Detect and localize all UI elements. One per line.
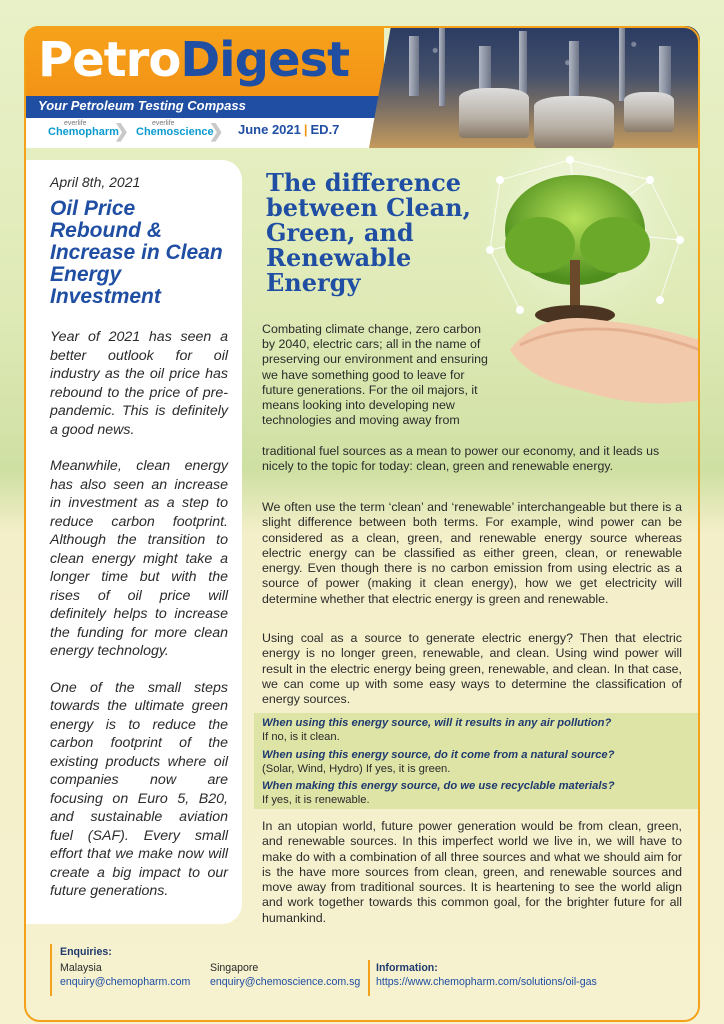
- answer-text: If yes, it is renewable.: [262, 793, 370, 806]
- question-text: When making this energy source, do we use recyclable materials?: [262, 780, 615, 792]
- closing-paragraph: In an utopian world, future power generation would be from clean, green, and renewable sources. In this imperfect world we live in, we will have to make do with a combination of all three sources and what we should aim for is the have more sources from clean, green, and renewable sources and move away from traditional sources. It is heartening to see the world align and work together towards this common goal, for the brighter future for all humankind.: [262, 819, 682, 925]
- sidebar-paragraph: Year of 2021 has seen a better outlook for oil industry as the oil price has rebound to the price of pre-pandemic. This is definitely a good news.: [50, 329, 228, 438]
- chevron-icon: ❯: [208, 121, 224, 141]
- answer-text: (Solar, Wind, Hydro) If yes, it is green.: [262, 762, 451, 775]
- brand-part-petro: Petro: [38, 32, 181, 88]
- intro-paragraph-continued: traditional fuel sources as a mean to power our economy, and it leads us nicely to the topic for today: clean, green and renewable energy.: [262, 444, 660, 474]
- singapore-email-link[interactable]: enquiry@chemoscience.com.sg: [210, 976, 361, 988]
- brand-part-digest: Digest: [180, 32, 350, 88]
- singapore-label: Singapore: [210, 962, 259, 974]
- chevron-icon: ❯: [113, 121, 129, 141]
- page-border: [24, 26, 700, 1022]
- answer-text: If no, is it clean.: [262, 730, 340, 743]
- enquiries-label: Enquiries:: [60, 946, 112, 958]
- question-text: When using this energy source, do it come from a natural source?: [262, 749, 615, 761]
- information-link[interactable]: https://www.chemopharm.com/solutions/oil-gas: [376, 976, 597, 988]
- chemoscience-logo: everlife Chemoscience ❯: [136, 120, 224, 141]
- malaysia-email-link[interactable]: enquiry@chemopharm.com: [60, 976, 191, 988]
- information-label: Information:: [376, 962, 438, 974]
- article-paragraph: We often use the term ‘clean’ and ‘renewable’ interchangeable but there is a slight difference between both terms. For example, wind power can be considered as a clean, green, and renewable energy source whereas electric energy can be classified as either green, clean, or renewable energy. Even though there is no carbon emission from using electric as a source of power (making it clean energy), how we get electricity will determine whether that electric energy is green and renewable.: [262, 500, 682, 606]
- sidebar-paragraph: Meanwhile, clean energy has also seen an increase in investment as a step to reduce carbon footprint. Although the transition to clean energy might take a longer time but with the rises of oil price will definitely helps to increase the funding for more clean energy technology.: [50, 458, 228, 659]
- chemopharm-logo: everlife Chemopharm ❯: [48, 120, 129, 141]
- divider: |: [303, 122, 308, 137]
- tagline: Your Petroleum Testing Compass: [38, 98, 246, 113]
- sidebar-date: April 8th, 2021: [50, 174, 141, 190]
- intro-paragraph: Combating climate change, zero carbon by 2040, electric cars; all in the name of preserving our environment and ensuring we have something good to leave for future generations. For the oil majors, it means looking into developing new technologies and moving away from: [262, 322, 488, 428]
- article-paragraph: Using coal as a source to generate electric energy? Then that electric energy is no longer green, renewable, and clean. Using wind power will result in the electric energy being green, renewable, and clean. In that case, we can come up with some easy ways to determine the classification of energy sources.: [262, 631, 682, 707]
- sidebar-paragraph: One of the small steps towards the ultimate green energy is to reduce the carbon footprint of the existing products where oil companies now are focusing on Euro 5, B20, and sustainable aviation fuel (SAF). Every small effort that we make now will create a big impact to our future generations.: [50, 679, 228, 899]
- article-title: The difference between Clean, Green, and Renewable Energy: [266, 168, 471, 297]
- edition-number: ED.7: [310, 122, 340, 137]
- sidebar-title: Oil Price Rebound & Increase in Clean Energy Investment: [50, 197, 223, 308]
- malaysia-label: Malaysia: [60, 962, 102, 974]
- question-text: When using this energy source, will it results in any air pollution?: [262, 717, 612, 729]
- issue-date: June 2021: [238, 122, 301, 137]
